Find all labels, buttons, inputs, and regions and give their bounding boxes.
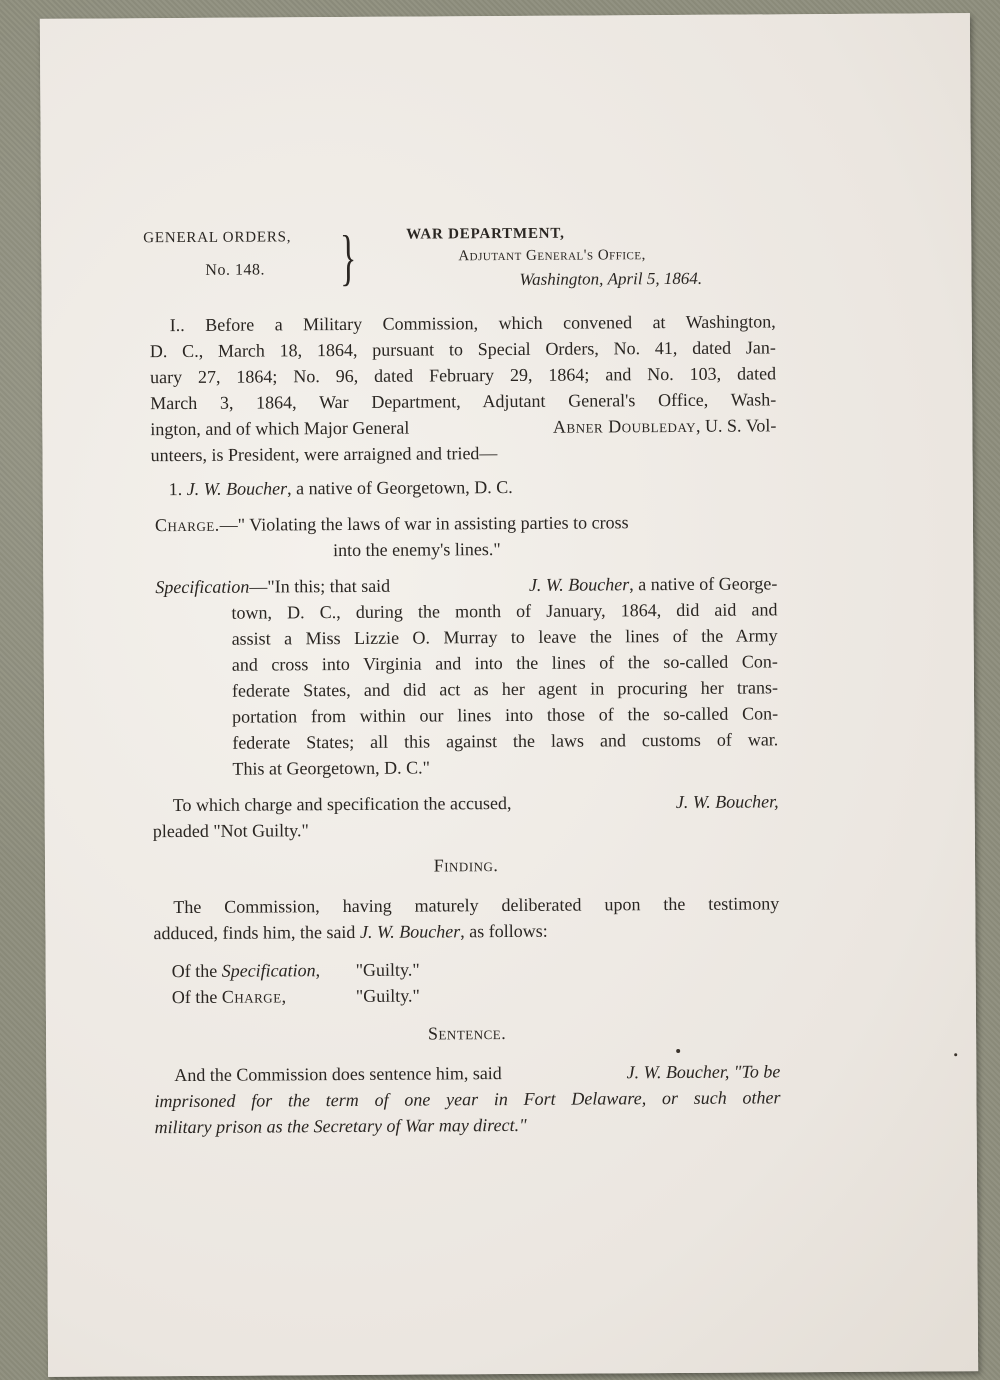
charge-label: Charge. [154, 514, 220, 536]
accused-item [169, 474, 513, 502]
ink-speck [676, 1049, 680, 1053]
verdict-spec-result: "Guilty." [355, 959, 420, 980]
specification-label: Specification [155, 576, 250, 598]
war-department-title: WAR DEPARTMENT, [406, 225, 565, 243]
specification-line-1 [155, 570, 777, 600]
verdict-charge-label: Charge, [221, 986, 287, 1007]
verdict-charge [172, 983, 287, 1010]
intro-line-1: I.. Before a Military Commission, which convened at Washington, [169, 311, 776, 336]
sentence-quote-start: "To be [733, 1061, 781, 1082]
specification-pre: —"In this; that said [249, 575, 391, 597]
document-page [40, 13, 978, 1377]
verdict-charge-result: "Guilty." [355, 985, 420, 1006]
ink-speck [954, 1053, 957, 1056]
finding-line-2-pre: adduced, finds him, the said [153, 921, 356, 944]
specification-line-6: portation from within our lines into those of the so-called Con- [232, 703, 779, 727]
specification-line-2: town, D. C., during the month of January, 1864, did aid and [231, 599, 778, 623]
finding-line-2-post: , as follows: [460, 920, 548, 942]
specification-line-3: assist a Miss Lizzie O. Murray to leave the lines of the Army [231, 625, 778, 649]
dateline-date: April 5, 1864. [607, 268, 703, 289]
plea-line-1 [173, 788, 779, 818]
sentence-accused: J. W. Boucher, [626, 1061, 730, 1083]
general-orders-label: GENERAL ORDERS, [143, 229, 292, 247]
finding-line-2 [153, 918, 547, 946]
sentence-pre: And the Commission does sentence him, said [174, 1063, 502, 1086]
adjutant-office: Adjutant General's Office, [458, 247, 646, 265]
specification-accused: J. W. Boucher [528, 574, 630, 595]
dateline [519, 269, 702, 290]
verdict-specification: Of the Specification, [171, 960, 321, 982]
item-number: 1. [168, 478, 183, 500]
specification-line-4: and cross into Virginia and into the lines of the so-called Con- [231, 651, 778, 675]
accused-origin: , a native of Georgetown, D. C. [286, 476, 513, 499]
plea-line-2: pleaded "Not Guilty." [152, 820, 309, 842]
specification-line-8: This at Georgetown, D. C." [232, 757, 431, 779]
verdict-spec-pre: Of the [171, 960, 218, 982]
finding-line-1: The Commission, having maturely deliberated upon the testimony [173, 893, 780, 918]
sentence-line-3: military prison as the Secretary of War may direct." [154, 1114, 527, 1138]
intro-line-4: March 3, 1864, War Department, Adjutant General's Office, Wash- [150, 389, 777, 414]
charge-text-1: —" Violating the laws of war in assisting parties to cross [219, 512, 629, 535]
specification-line-7: federate States; all this against the laws and customs of war. [232, 729, 779, 753]
intro-line-2: D. C., March 18, 1864, pursuant to Special Orders, No. 41, dated Jan- [149, 337, 776, 362]
verdict-spec-label: Specification [221, 960, 316, 981]
finding-accused: J. W. Boucher [359, 921, 461, 942]
charge-line-2: into the enemy's lines." [333, 539, 501, 561]
brace-icon: } [339, 223, 357, 293]
plea-accused: J. W. Boucher, [675, 791, 779, 812]
commander-name: Abner Doubleday [552, 415, 697, 437]
intro-line-5 [150, 412, 776, 442]
specification-line-5: federate States, and did act as her agent in procuring her trans- [231, 677, 779, 701]
sentence-line-2: imprisoned for the term of one year in Fort Delaware, or such other [154, 1087, 781, 1112]
charge-line-1 [155, 509, 629, 538]
order-number: No. 148. [205, 261, 266, 279]
dateline-place: Washington, [519, 269, 604, 289]
verdict-charge-pre: Of the [171, 986, 218, 1008]
sentence-line-1 [174, 1058, 780, 1088]
intro-line-3: uary 27, 1864; No. 96, dated February 29, 1864; and No. 103, dated [149, 363, 777, 388]
intro-line-5-text: ington, and of which Major General [150, 417, 410, 440]
intro-line-6: unteers, is President, were arraigned and tried— [150, 443, 498, 466]
plea-text: To which charge and specification the accused, [172, 792, 512, 816]
specification-post: , a native of George- [629, 573, 778, 595]
accused-name: J. W. Boucher [186, 478, 288, 499]
finding-heading: Finding. [433, 855, 499, 876]
sentence-heading: Sentence. [427, 1023, 507, 1044]
intro-line-5-tail: , U. S. Vol- [695, 415, 777, 436]
